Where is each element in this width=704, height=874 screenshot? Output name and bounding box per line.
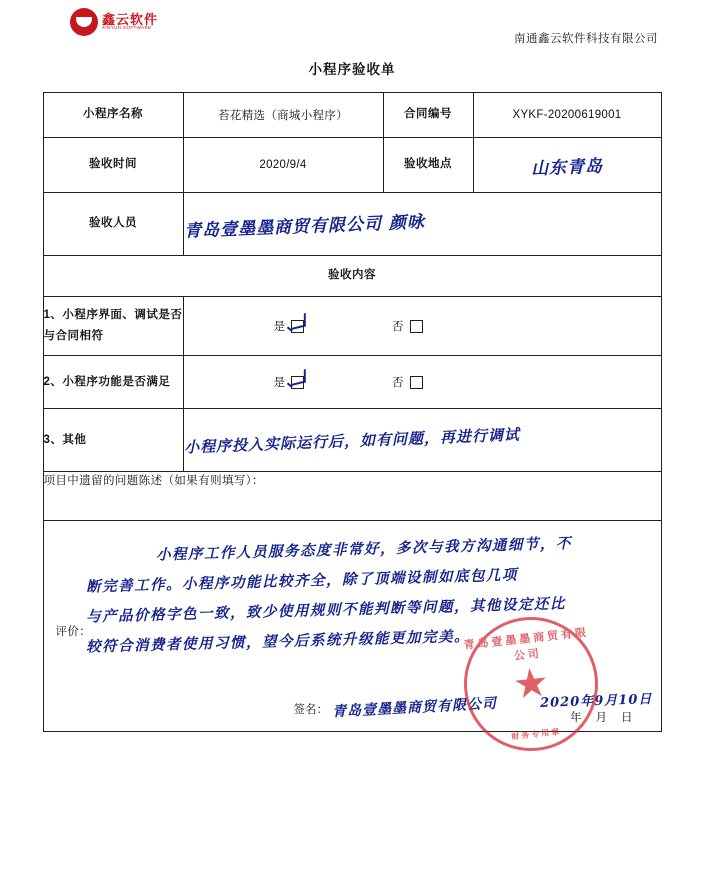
evaluation-line: 断完善工作。小程序功能比较齐全，除了顶端设制如底包几项	[85, 566, 518, 596]
label-accept-place: 验收地点	[383, 138, 473, 193]
value-program-name: 苔花精选（商城小程序）	[183, 93, 383, 138]
question-2-yes[interactable]	[274, 374, 305, 390]
checkbox-empty-icon[interactable]	[410, 320, 423, 333]
evaluation-line: 与产品价格字色一致，致少使用规则不能判断等问题，其他设定还比	[85, 595, 566, 626]
remark-label: 项目中遗留的问题陈述（如果有则填写）：	[43, 472, 661, 521]
checkbox-empty-icon[interactable]	[410, 376, 423, 389]
table-row	[43, 409, 661, 472]
question-1-no-label: 否	[392, 321, 404, 333]
logo-cloud-icon	[70, 8, 98, 36]
handwriting-other: 小程序投入实际运行后，如有问题，再进行调试	[183, 425, 520, 456]
company-logo	[70, 8, 158, 36]
value-accept-date: 2020/9/4	[183, 138, 383, 193]
label-contract-no: 合同编号	[383, 93, 473, 138]
evaluation-line: 小程序工作人员服务态度非常好，多次与我方沟通细节，不	[155, 534, 572, 564]
evaluation-line: 较符合消费者使用习惯，望今后系统升级能更加完美。	[85, 627, 470, 656]
question-2-yes-label: 是	[273, 377, 285, 389]
label-accept-date: 验收时间	[43, 138, 183, 193]
handwriting-person: 青岛壹墨墨商贸有限公司 颜咏	[183, 211, 425, 242]
table-row	[43, 472, 661, 521]
question-2-label: 2、小程序功能是否满足	[43, 356, 183, 409]
evaluation-cell	[43, 521, 661, 742]
label-accept-person: 验收人员	[43, 193, 183, 256]
label-program-name: 小程序名称	[43, 93, 183, 138]
table-row	[43, 193, 661, 256]
company-name: 南通鑫云软件科技有限公司	[514, 33, 658, 45]
document-header	[0, 0, 704, 54]
table-row	[43, 521, 661, 732]
question-1-no[interactable]	[392, 318, 423, 334]
question-3-label: 3、其他	[43, 409, 183, 472]
question-2-answers	[183, 356, 661, 409]
handwriting-place: 山东青岛	[530, 156, 604, 179]
table-row	[43, 138, 661, 193]
handwriting-evaluation	[86, 535, 626, 655]
checkbox-checked-icon[interactable]	[291, 376, 304, 389]
stamp-top-text: 青岛壹墨墨商贸有限公司	[462, 626, 590, 663]
page-title: 小程序验收单	[308, 62, 396, 77]
question-1-answers	[183, 297, 661, 356]
table-row	[43, 356, 661, 409]
table-row	[43, 93, 661, 138]
value-contract-no: XYKF-20200619001	[473, 93, 661, 138]
acceptance-form	[43, 92, 662, 742]
star-icon: ★	[510, 660, 551, 708]
signature-label: 签名：	[293, 704, 328, 716]
table-row	[43, 256, 661, 297]
stamp-bottom-text: 财务专用章	[510, 727, 562, 742]
question-1-yes[interactable]	[274, 318, 305, 334]
value-accept-person	[183, 193, 661, 256]
question-3-answer	[183, 409, 661, 472]
question-2-no-label: 否	[392, 377, 404, 389]
section-header-content: 验收内容	[43, 256, 661, 297]
checkbox-checked-icon[interactable]	[291, 320, 304, 333]
question-1-yes-label: 是	[273, 321, 285, 333]
logo-text-en: XINYUN SOFTWARE	[102, 25, 152, 31]
question-2-no[interactable]	[392, 374, 423, 390]
question-1-label: 1、小程序界面、调试是否与合同相符	[43, 297, 183, 356]
handwriting-date: 2020年9月10日	[540, 692, 653, 711]
evaluation-label: 评价：	[55, 625, 92, 638]
date-printed-label: 年月日	[570, 712, 647, 724]
logo-text-cn: 鑫云软件	[102, 11, 159, 27]
value-accept-place	[473, 138, 661, 193]
table-row	[43, 297, 661, 356]
handwriting-signature: 青岛壹墨墨商贸有限公司	[331, 695, 498, 721]
